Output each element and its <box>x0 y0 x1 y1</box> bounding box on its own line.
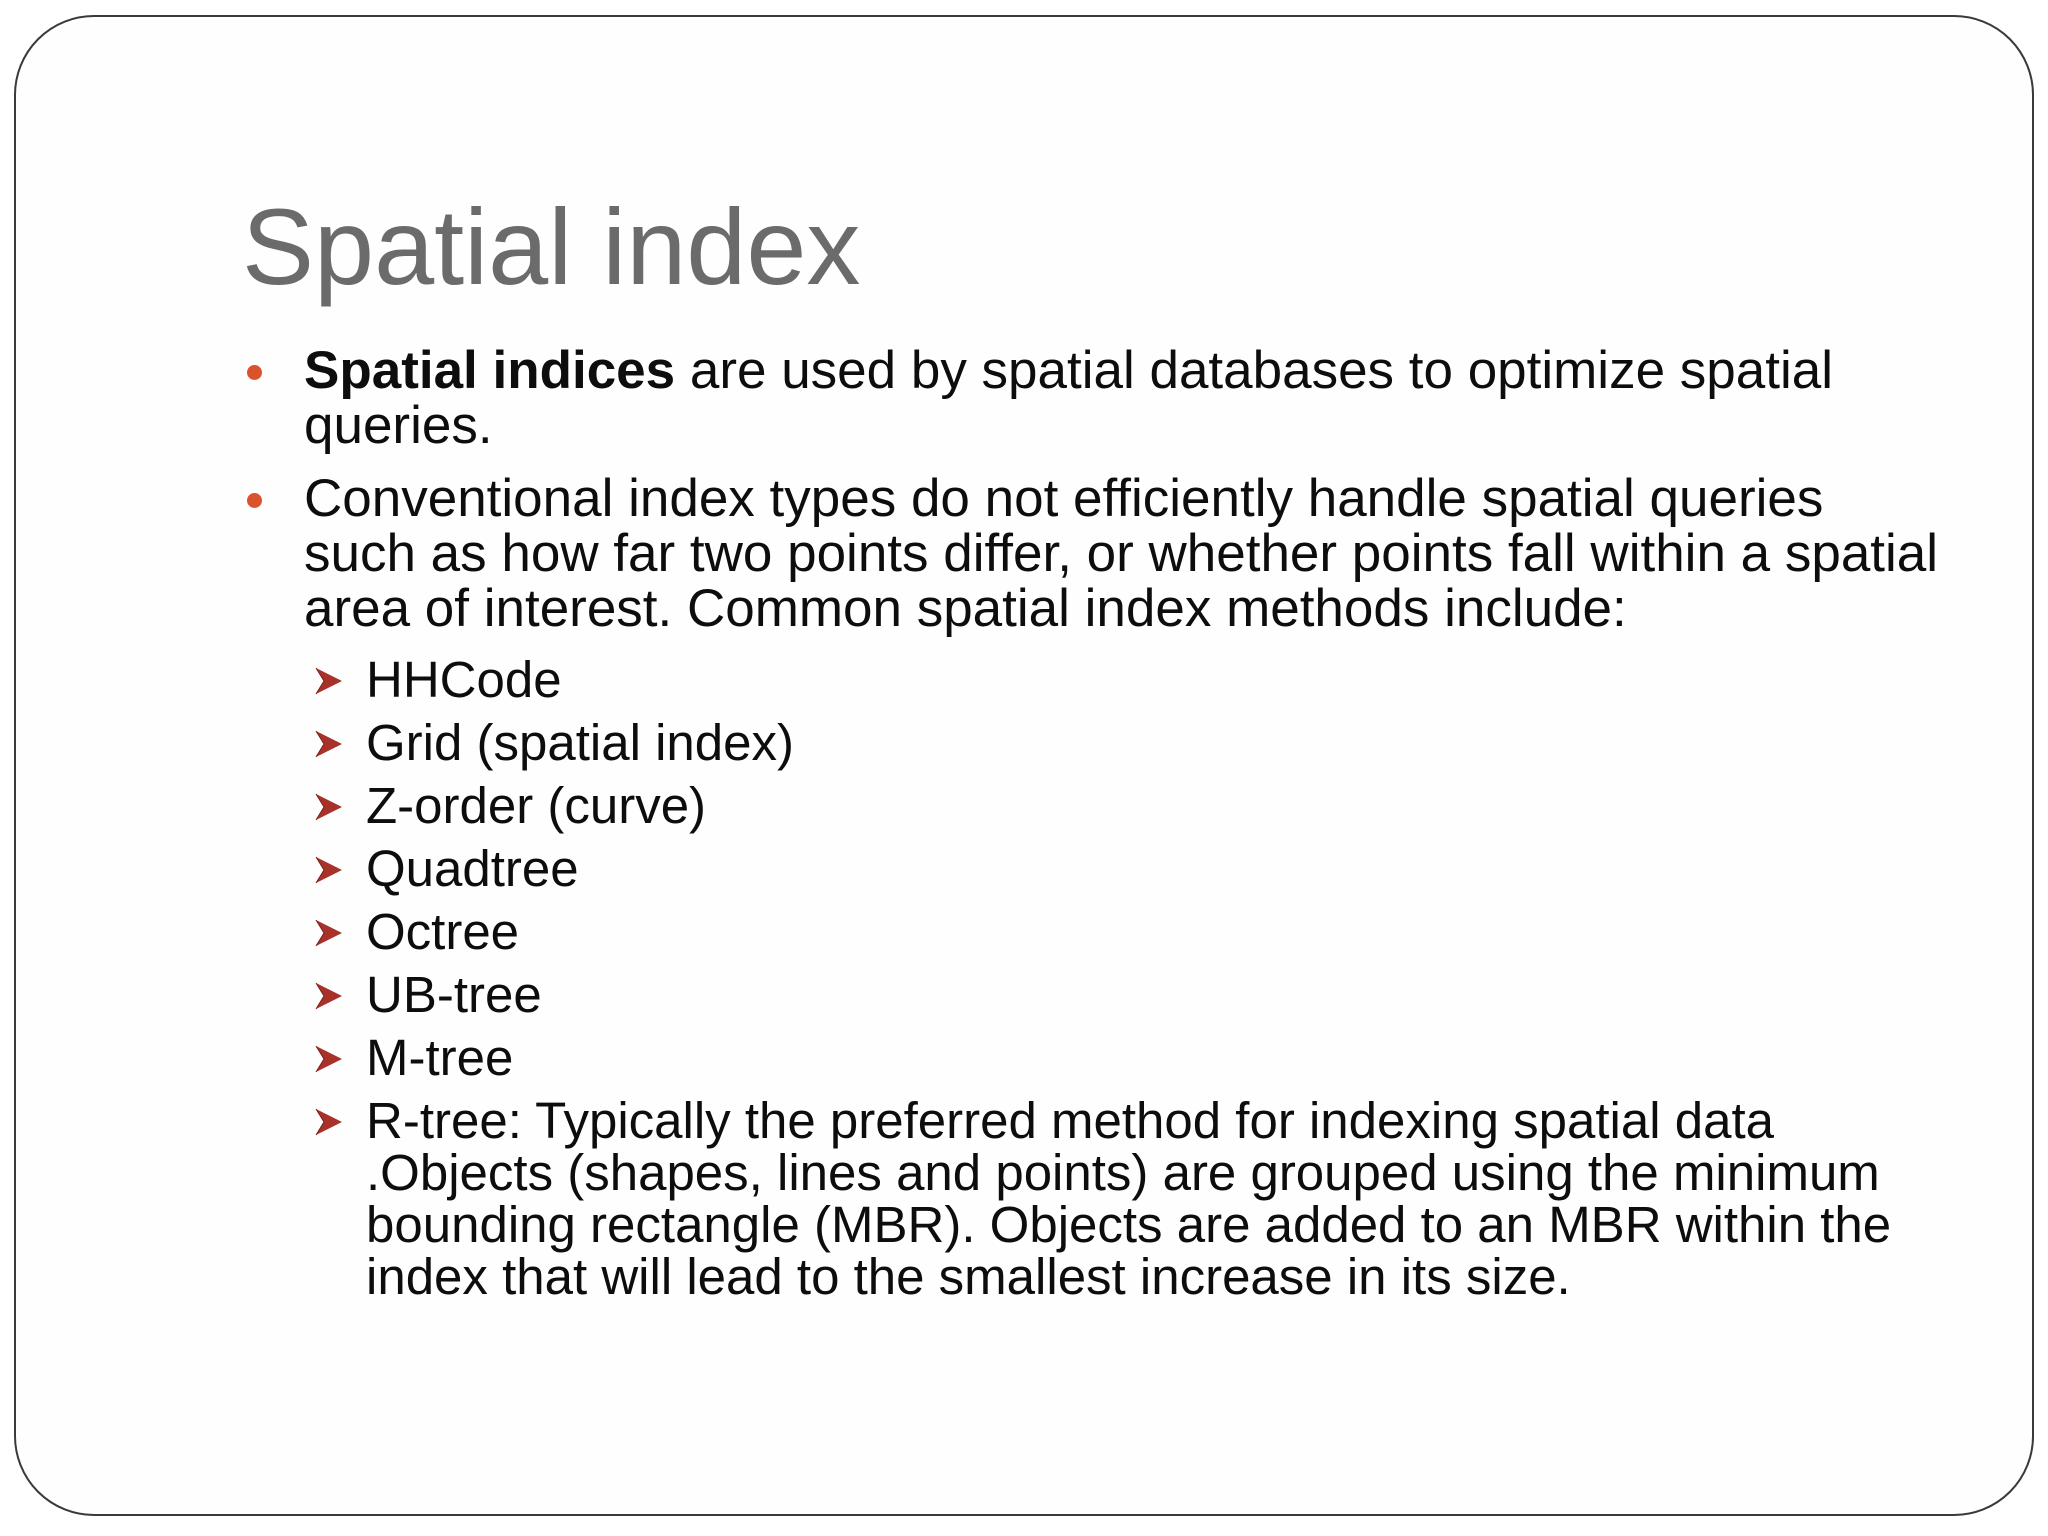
bullet-item <box>242 471 1942 636</box>
arrowhead-bullet-icon <box>314 666 344 696</box>
bullet-text <box>304 343 1942 453</box>
sub-bullet-text: Quadtree <box>366 840 579 897</box>
sub-bullet-item <box>242 903 1942 960</box>
bullet-text <box>304 471 1942 636</box>
bullet-body: Conventional index types do not efficiently handle spatial queries such as how far two points differ, or whether points fall within a spatial area of interest. Common spatial index methods include: <box>304 469 1939 638</box>
slide-title: Spatial index <box>242 186 861 307</box>
arrowhead-bullet-icon <box>314 1107 344 1137</box>
arrowhead-bullet-icon <box>314 792 344 822</box>
bullet-lead-bold: Spatial indices <box>304 341 676 400</box>
sub-bullet-item <box>242 777 1942 834</box>
bullet-item <box>242 343 1942 453</box>
sub-bullet-item <box>242 714 1942 771</box>
sub-bullet-text: UB-tree <box>366 966 542 1023</box>
sub-bullet-text: M-tree <box>366 1029 514 1086</box>
sub-bullet-list <box>242 651 1942 1305</box>
bullet-body: are used by spatial databases to optimize spatial queries. <box>304 341 1833 455</box>
arrowhead-bullet-icon <box>314 918 344 948</box>
slide-content <box>242 343 1942 1314</box>
arrowhead-bullet-icon <box>314 981 344 1011</box>
sub-bullet-text: Z-order (curve) <box>366 777 707 834</box>
sub-bullet-item <box>242 840 1942 897</box>
sub-bullet-item <box>242 1092 1942 1305</box>
arrowhead-bullet-icon <box>314 1044 344 1074</box>
sub-bullet-item <box>242 966 1942 1023</box>
arrowhead-bullet-icon <box>314 855 344 885</box>
sub-bullet-text: Octree <box>366 903 520 960</box>
round-bullet-icon <box>247 493 262 508</box>
sub-bullet-text: Grid (spatial index) <box>366 714 794 771</box>
sub-bullet-item <box>242 1029 1942 1086</box>
slide-frame <box>14 15 2034 1516</box>
sub-bullet-text: R-tree: Typically the preferred method for indexing spatial data .Objects (shapes, lines and points) are grouped using the minimum bounding rectangle (MBR). Objects are added to an MBR within the index that will lead to the smallest increase in its size. <box>366 1092 1892 1305</box>
round-bullet-icon <box>247 365 262 380</box>
arrowhead-bullet-icon <box>314 729 344 759</box>
sub-bullet-item <box>242 651 1942 708</box>
sub-bullet-text: HHCode <box>366 651 562 708</box>
